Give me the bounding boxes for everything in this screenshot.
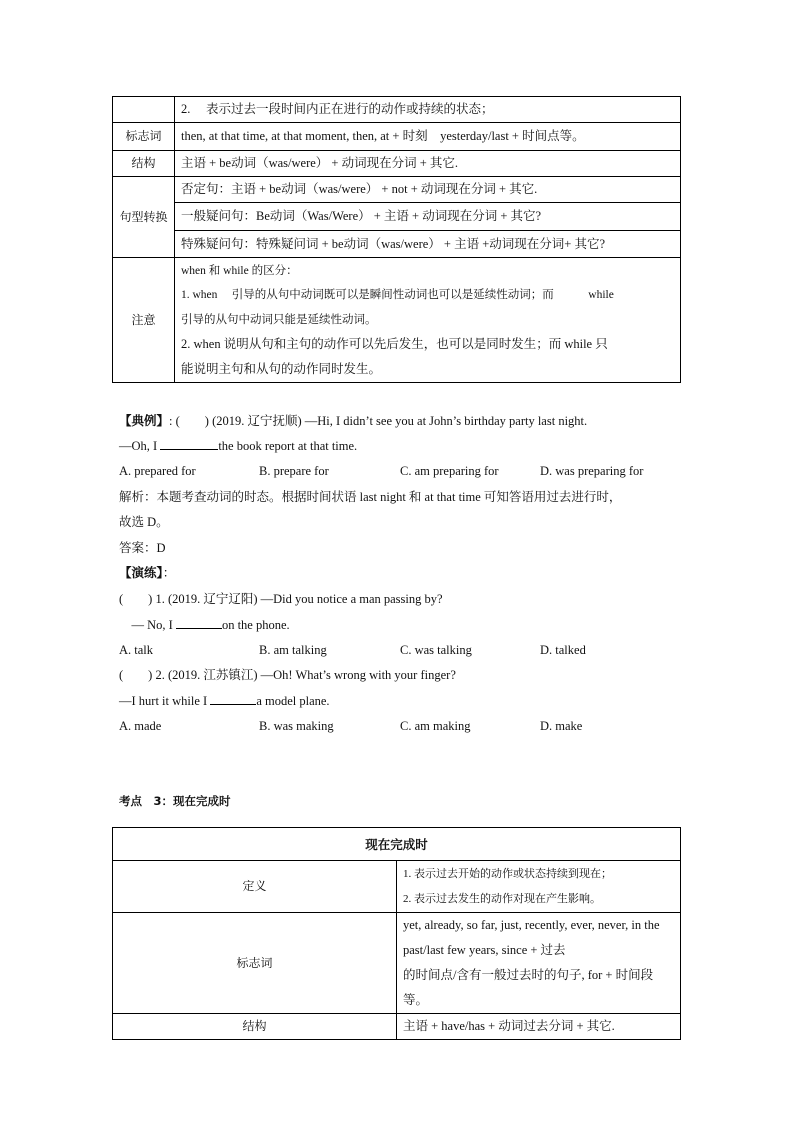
practice-q2-end: a model plane. [256,694,330,708]
definition-line-2: 2. 表示过去发生的动作对现在产生影响。 [403,892,601,905]
empty-label-cell [113,97,175,123]
q1-option-a: A. talk [119,643,154,657]
practice-q1-options [119,638,586,663]
note-line-2b: 能说明主句和从句的动作同时发生。 [181,361,382,376]
section-3-heading: 考点 3：现在完成时 [119,794,231,808]
pp-markers-line-1: yet, already, so far, just, recently, ever, never, in the past/last few years, since + 过去 [403,918,660,957]
practice-heading [119,561,175,586]
note-line-2a: 2. when 说明从句和主句的动作可以先后发生，也可以是同时发生；而 while 只 [181,337,608,352]
practice-q1-line-1: ( ) 1. (2019. 辽宁辽阳) —Did you notice a man passing by? [119,592,443,606]
note-line-1a: 1. when 引导的从句中动词既可以是瞬间性动词也可以是延续性动词；而 while [181,289,614,302]
note-line-1b: 引导的从句中动词只能是延续性动词。 [181,313,377,326]
example-analysis-2: 故选 D。 [119,515,169,529]
answer-blank [210,691,256,705]
practice-q2-options [119,714,582,739]
practice-q2-line-1: ( ) 2. (2019. 江苏镇江) —Oh! What’s wrong with your finger? [119,668,456,682]
note-cell [175,258,681,383]
practice-q2-start: —I hurt it while I [119,694,211,708]
answer-blank [160,436,218,450]
example-question-line-1 [119,409,587,434]
note-title: when 和 while 的区分： [181,264,298,277]
negative-sentence: 否定句：主语 + be动词（was/were） + not + 动词现在分词 + 其它. [175,177,681,203]
markers-text: then, at that time, at that moment, then, at + 时刻 yesterday/last + 时间点等。 [175,123,681,151]
practice-colon: ： [162,566,176,580]
option-c: C. am preparing for [400,464,499,478]
q2-option-c: C. am making [400,719,471,733]
example-q2-end: the book report at that time. [218,439,358,453]
structure-text: 主语 + be动词（was/were） + 动词现在分词 + 其它. [175,151,681,177]
past-continuous-table [112,96,681,383]
pp-markers-cell [397,913,681,1014]
q1-option-d: D. talked [540,643,586,657]
option-b: B. prepare for [259,464,329,478]
markers-label: 标志词 [113,123,175,151]
table-title: 现在完成时 [113,828,681,861]
answer-blank [176,615,222,629]
example-tag: 【典例】 [119,414,170,428]
practice-tag: 【演练】 [119,566,163,580]
transform-label: 句型转换 [113,177,175,258]
practice-q2-line-2 [119,689,330,714]
option-d: D. was preparing for [540,464,644,478]
definition-line-1: 1. 表示过去开始的动作或状态持续到现在； [403,867,612,880]
pp-markers-label: 标志词 [113,913,397,1014]
example-analysis-1: 解析：本题考查动词的时态。根据时间状语 last night 和 at that time 可知答语用过去进行时， [119,490,622,504]
practice-q1-start: — No, I [119,618,176,632]
example-q2-start: —Oh, I [119,439,161,453]
definition-row-text: 2. 表示过去一段时间内正在进行的动作或持续的状态； [175,97,681,123]
q2-option-a: A. made [119,719,162,733]
definition-cell [397,861,681,913]
pp-markers-line-2: 的时间点/含有一般过去时的句子, for + 时间段等。 [403,968,654,1007]
example-options [119,459,643,484]
q2-option-b: B. was making [259,719,334,733]
q2-option-d: D. make [540,719,583,733]
definition-label: 定义 [113,861,397,913]
pp-structure-label: 结构 [113,1014,397,1040]
practice-q1-end: on the phone. [221,618,290,632]
present-perfect-table [112,827,681,1040]
general-question: 一般疑问句：Be动词（Was/Were） + 主语 + 动词现在分词 + 其它? [175,203,681,231]
example-question-text: : ( ) (2019. 辽宁抚顺) —Hi, I didn’t see you at John’s birthday party last night. [169,414,588,428]
example-question-line-2 [119,434,357,459]
note-label: 注意 [113,258,175,383]
example-answer: 答案：D [119,541,166,555]
special-question: 特殊疑问句：特殊疑问词 + be动词（was/were） + 主语 +动词现在分词+ 其它? [175,231,681,258]
practice-q1-line-2 [119,613,290,638]
structure-label: 结构 [113,151,175,177]
option-a: A. prepared for [119,464,196,478]
q1-option-c: C. was talking [400,643,472,657]
q1-option-b: B. am talking [259,643,327,657]
pp-structure-text: 主语 + have/has + 动词过去分词 + 其它. [397,1014,681,1040]
